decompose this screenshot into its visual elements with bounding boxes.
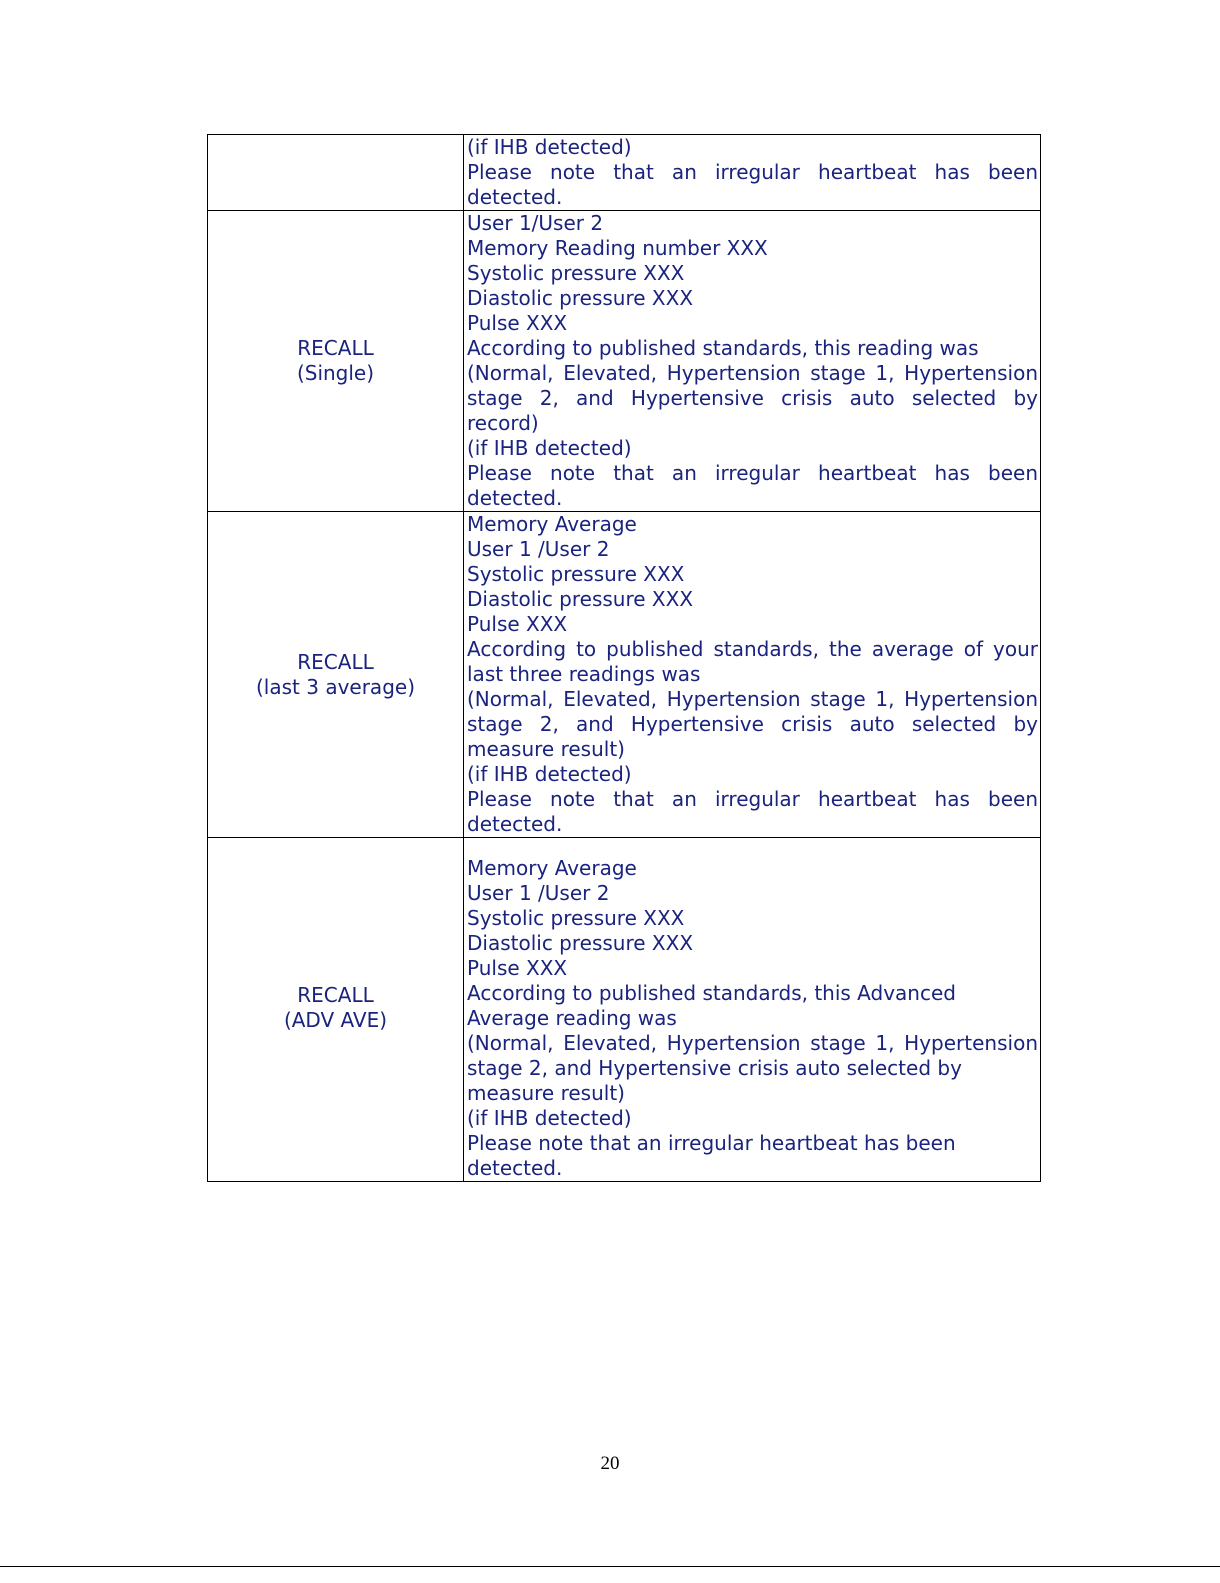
message-line: Systolic pressure XXX — [467, 261, 685, 285]
bottom-divider — [0, 1566, 1220, 1567]
spacer — [467, 838, 1038, 856]
message-line: According to published standards, the average of your — [467, 637, 1038, 661]
message-line: detected. — [467, 486, 563, 510]
mode-label: RECALL — [297, 649, 374, 674]
message-line: stage 2, and Hypertensive crisis auto selected by — [467, 1056, 962, 1080]
message-line: According to published standards, this reading was — [467, 336, 979, 360]
page-number: 20 — [600, 1453, 620, 1474]
table-row — [208, 838, 1041, 1182]
message-line: (if IHB detected) — [467, 135, 632, 159]
mode-sublabel: (last 3 average) — [256, 674, 415, 699]
message-line: Diastolic pressure XXX — [467, 587, 694, 611]
message-line: Pulse XXX — [467, 956, 568, 980]
message-line: User 1/User 2 — [467, 211, 604, 235]
message-line: Please note that an irregular heartbeat has been — [467, 160, 1038, 184]
message-line: detected. — [467, 185, 563, 209]
message-line: detected. — [467, 1156, 563, 1180]
table-row — [208, 211, 1041, 512]
message-cell — [464, 211, 1041, 512]
message-cell — [464, 135, 1041, 211]
recall-messages-table — [207, 134, 1041, 1182]
message-line: Memory Reading number XXX — [467, 236, 768, 260]
mode-cell-empty — [208, 135, 464, 211]
message-line: User 1 /User 2 — [467, 537, 610, 561]
message-line: Systolic pressure XXX — [467, 562, 685, 586]
message-line: (Normal, Elevated, Hypertension stage 1, Hypertension — [467, 1031, 1038, 1055]
message-line: User 1 /User 2 — [467, 881, 610, 905]
message-line: Pulse XXX — [467, 612, 568, 636]
message-line: (if IHB detected) — [467, 436, 632, 460]
mode-cell — [208, 838, 464, 1182]
message-line: last three readings was — [467, 662, 701, 686]
message-line: Diastolic pressure XXX — [467, 286, 694, 310]
message-cell — [464, 838, 1041, 1182]
mode-sublabel: (Single) — [296, 361, 375, 385]
message-line: (Normal, Elevated, Hypertension stage 1, Hypertension — [467, 687, 1038, 711]
message-line: Please note that an irregular heartbeat has been — [467, 1131, 956, 1155]
message-cell — [464, 512, 1041, 838]
table-row — [208, 512, 1041, 838]
message-line: measure result) — [467, 737, 625, 761]
mode-sublabel: (ADV AVE) — [283, 1007, 388, 1032]
message-line: According to published standards, this Advanced — [467, 981, 956, 1005]
message-line: Systolic pressure XXX — [467, 906, 685, 930]
message-line: stage 2, and Hypertensive crisis auto selected by — [467, 712, 1038, 736]
message-line: Diastolic pressure XXX — [467, 931, 694, 955]
message-line: Average reading was — [467, 1006, 677, 1030]
message-line: stage 2, and Hypertensive crisis auto selected by — [467, 386, 1038, 410]
message-line: (if IHB detected) — [467, 762, 632, 786]
message-line: Memory Average — [467, 512, 637, 536]
mode-cell — [208, 211, 464, 512]
message-line: measure result) — [467, 1081, 625, 1105]
message-line: Please note that an irregular heartbeat has been — [467, 787, 1038, 811]
mode-cell — [208, 512, 464, 838]
message-line: Pulse XXX — [467, 311, 568, 335]
message-line: (if IHB detected) — [467, 1106, 632, 1130]
message-line: (Normal, Elevated, Hypertension stage 1, Hypertension — [467, 361, 1038, 385]
mode-label: RECALL — [297, 336, 374, 360]
message-line: Memory Average — [467, 856, 637, 880]
message-line: Please note that an irregular heartbeat has been — [467, 461, 1038, 485]
message-line: record) — [467, 411, 539, 435]
mode-label: RECALL — [297, 982, 374, 1007]
table-row — [208, 135, 1041, 211]
message-line: detected. — [467, 812, 563, 836]
